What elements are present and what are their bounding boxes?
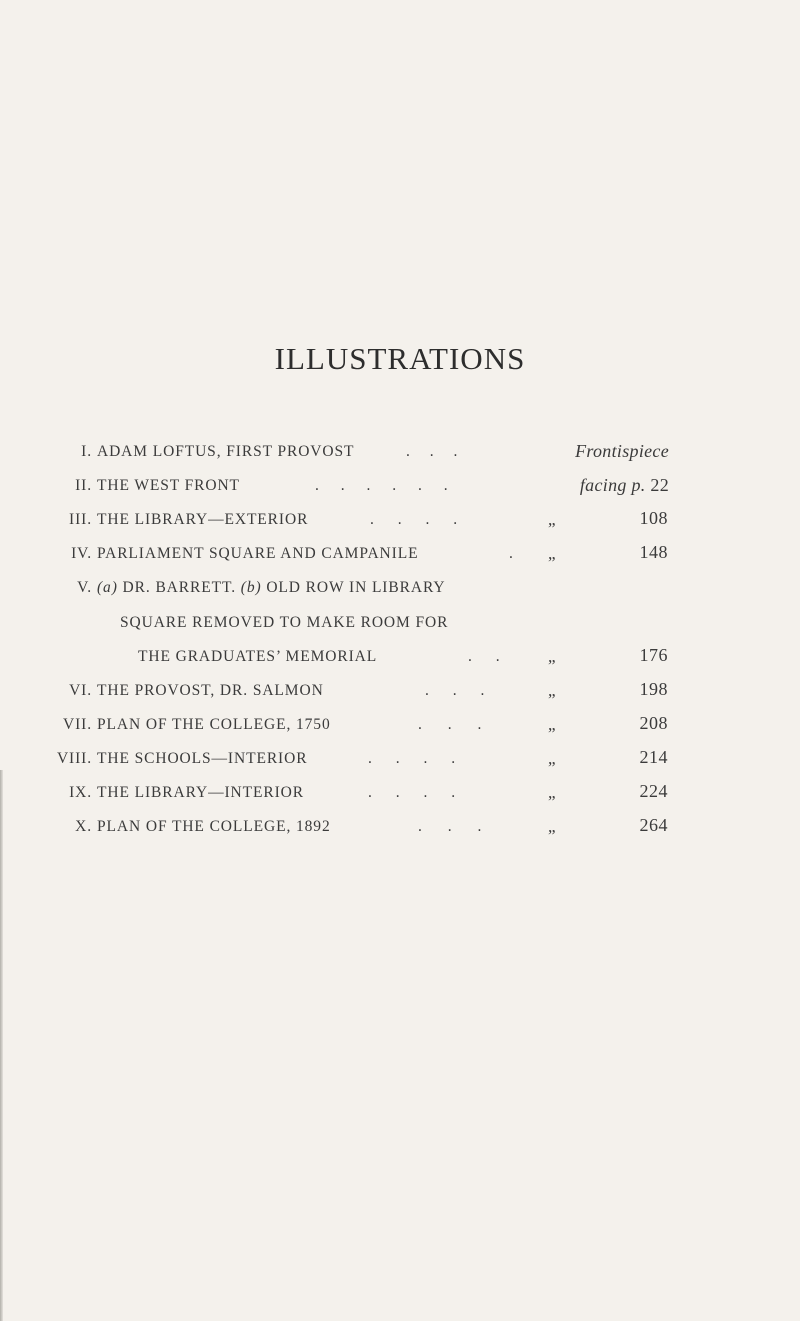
item-number: IV. [71, 545, 92, 562]
ditto-mark: „ [548, 544, 557, 563]
item-number: VI. [69, 682, 92, 699]
item-number: I. [81, 443, 92, 460]
leader-dots: . . . . [370, 511, 458, 528]
item-title: PLAN OF THE COLLEGE, 1750 [97, 716, 331, 733]
item-title: PARLIAMENT SQUARE AND CAMPANILE [97, 545, 419, 562]
page-number: 214 [639, 747, 668, 767]
page-number: 176 [639, 645, 668, 665]
item-number: X. [75, 818, 92, 835]
facing-label: facing p. [579, 475, 646, 495]
ditto-mark: „ [548, 817, 557, 836]
leader-dots: . . . . [368, 750, 456, 767]
item-title: PLAN OF THE COLLEGE, 1892 [97, 818, 331, 835]
item-title: THE LIBRARY—INTERIOR [97, 784, 305, 801]
item-title: THE WEST FRONT [97, 477, 240, 494]
item-title: ADAM LOFTUS, FIRST PROVOST [97, 443, 355, 460]
item-title [97, 578, 445, 598]
page-number: 208 [639, 713, 668, 733]
item-title-continued: SQUARE REMOVED TO MAKE ROOM FOR [120, 614, 449, 631]
subitem-a-label: (a) [97, 579, 118, 596]
item-number: III. [69, 511, 92, 528]
leader-dots: . . . [406, 443, 458, 460]
leader-dots: . . . [418, 818, 482, 835]
leader-dots: . . [468, 648, 500, 665]
item-number: IX. [69, 784, 92, 801]
subitem-b-label: (b) [240, 579, 262, 596]
page-number: 264 [639, 815, 668, 835]
subitem-a-text: DR. BARRETT. [117, 579, 241, 596]
item-title: THE SCHOOLS—INTERIOR [97, 750, 308, 767]
page-title: ILLUSTRATIONS [274, 341, 526, 376]
ditto-mark: „ [548, 510, 557, 529]
leader-dots: . . . . . . [315, 477, 448, 494]
page-number: 198 [639, 679, 668, 699]
leader-dots: . . . . [368, 784, 456, 801]
item-reference: Frontispiece [575, 441, 669, 461]
ditto-mark: „ [548, 783, 557, 802]
leader-dots: . . . [418, 716, 482, 733]
item-number: II. [75, 477, 92, 494]
ditto-mark: „ [548, 647, 557, 666]
page-number: 108 [639, 508, 668, 528]
subitem-b-text: OLD ROW IN LIBRARY [261, 579, 446, 596]
page-number: 148 [639, 542, 668, 562]
item-number: V. [77, 579, 92, 596]
leader-dots: . . . [425, 682, 485, 699]
item-title-continued: THE GRADUATES’ MEMORIAL [138, 648, 378, 665]
item-number: VII. [63, 716, 92, 733]
item-title: THE LIBRARY—EXTERIOR [97, 511, 309, 528]
page-number: 22 [650, 475, 669, 495]
page-number: 224 [639, 781, 668, 801]
item-reference [535, 475, 669, 495]
ditto-mark: „ [548, 681, 557, 700]
item-number: VIII. [56, 750, 92, 767]
ditto-mark: „ [548, 749, 557, 768]
item-title: THE PROVOST, DR. SALMON [97, 682, 324, 699]
ditto-mark: „ [548, 715, 557, 734]
leader-dots: . [509, 545, 513, 562]
